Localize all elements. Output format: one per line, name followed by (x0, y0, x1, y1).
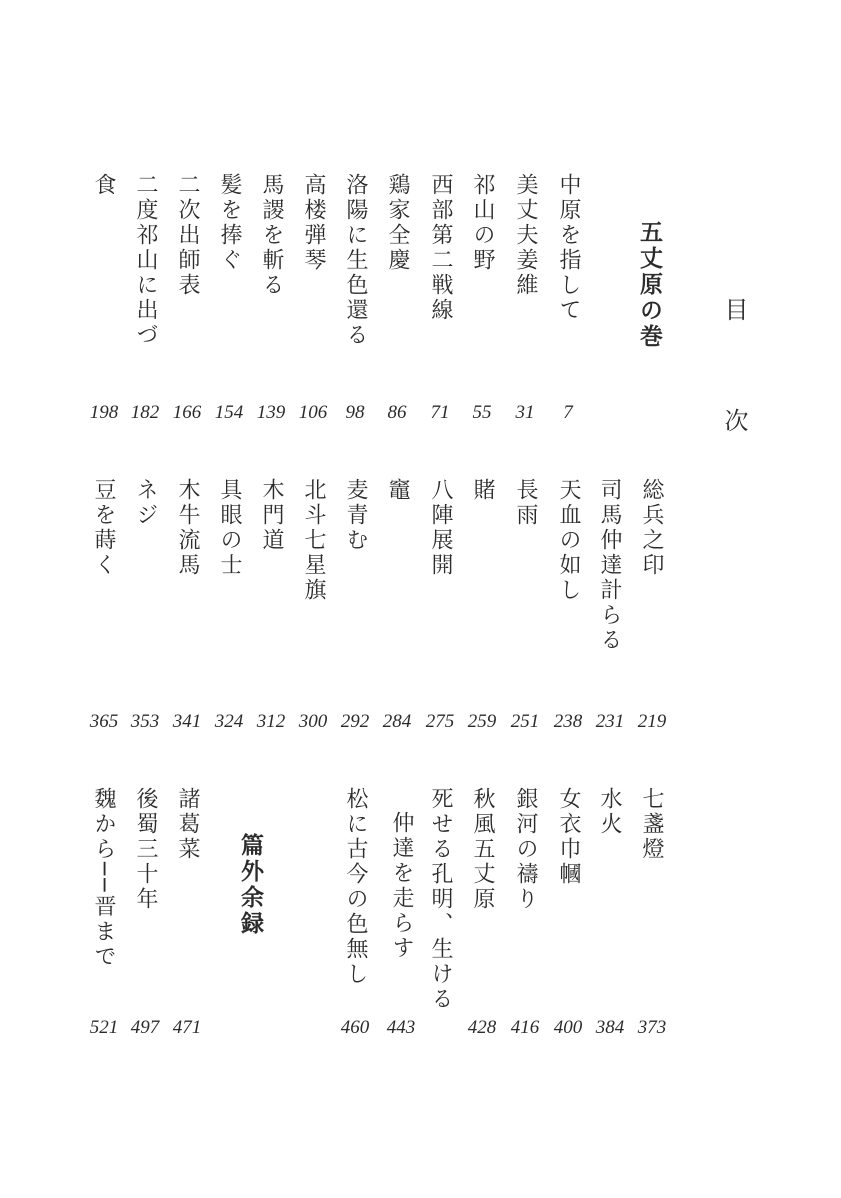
toc-entry-title[interactable]: 美丈夫姜維 (513, 173, 538, 298)
toc-entry-title[interactable]: 洛陽に生色還る (343, 173, 368, 348)
toc-entry-title[interactable]: 髪を捧ぐ (217, 173, 242, 273)
toc-entry-page: 300 (298, 711, 328, 732)
toc-entry-title[interactable]: 後蜀三十年 (133, 787, 158, 912)
toc-entry-page: 154 (214, 402, 244, 423)
toc-entry-title[interactable]: 松に古今の色無し (343, 787, 368, 987)
toc-entry-page: 198 (89, 402, 119, 423)
toc-entry-page: 31 (515, 402, 535, 423)
toc-entry-page: 312 (256, 711, 286, 732)
toc-entry-title[interactable]: 八陣展開 (428, 478, 453, 578)
toc-title-char-2: 次 (720, 408, 748, 432)
toc-entry-page: 166 (172, 402, 202, 423)
toc-entry-page: 365 (89, 711, 119, 732)
toc-entry-title[interactable]: 二度祁山に出づ (133, 173, 158, 348)
toc-entry-title[interactable]: 二次出師表 (175, 173, 200, 298)
toc-entry-title[interactable]: ネジ (133, 478, 158, 528)
toc-entry-page: 460 (340, 1017, 370, 1038)
toc-entry-title[interactable]: 七盞燈 (639, 787, 664, 862)
toc-entry-title[interactable]: 麦青む (343, 478, 368, 553)
toc-entry-title[interactable]: 祁山の野 (470, 173, 495, 273)
toc-entry-title[interactable]: 天血の如し (556, 478, 581, 603)
toc-entry-page: 219 (637, 711, 667, 732)
toc-entry-title[interactable]: 諸葛菜 (175, 787, 200, 862)
toc-entry-title[interactable]: 北斗七星旗 (301, 478, 326, 603)
toc-entry-page: 416 (510, 1017, 540, 1038)
toc-entry-page: 231 (595, 711, 625, 732)
toc-entry-title[interactable]: 水火 (597, 787, 622, 837)
toc-entry-page: 443 (386, 1017, 416, 1038)
toc-entry-page: 71 (430, 402, 450, 423)
toc-entry-title[interactable]: 西部第二戦線 (428, 173, 453, 323)
toc-entry-title[interactable]: 司馬仲達計らる (597, 478, 622, 653)
toc-entry-title[interactable]: 長雨 (513, 478, 538, 528)
toc-entry-page: 106 (298, 402, 328, 423)
toc-entry-page: 251 (510, 711, 540, 732)
toc-entry-page: 98 (345, 402, 365, 423)
toc-entry-title[interactable]: 木門道 (259, 478, 284, 553)
toc-entry-page: 182 (130, 402, 160, 423)
toc-entry-page: 86 (387, 402, 407, 423)
toc-entry-title[interactable]: 秋風五丈原 (470, 787, 495, 912)
section-heading-extra: 篇外余録 (237, 833, 264, 937)
toc-entry-title[interactable]: 食 (91, 173, 116, 198)
toc-entry-title[interactable]: 馬謖を斬る (259, 173, 284, 298)
toc-entry-page: 284 (382, 711, 412, 732)
toc-entry-title[interactable]: 銀河の禱り (513, 787, 538, 912)
toc-title-char-1: 目 (720, 297, 748, 321)
toc-entry-page: 341 (172, 711, 202, 732)
toc-entry-page: 259 (467, 711, 497, 732)
toc-entry-title-continued[interactable]: 仲達を走らす (389, 811, 414, 961)
toc-entry-page: 521 (89, 1017, 119, 1038)
toc-entry-title[interactable]: 具眼の士 (217, 478, 242, 578)
toc-entry-page: 428 (467, 1017, 497, 1038)
toc-entry-title[interactable]: 中原を指して (556, 173, 581, 323)
toc-entry-title[interactable]: 賭 (470, 478, 495, 503)
toc-entry-title[interactable]: 木牛流馬 (175, 478, 200, 578)
toc-entry-page: 384 (595, 1017, 625, 1038)
toc-entry-page: 139 (256, 402, 286, 423)
toc-entry-page: 55 (472, 402, 492, 423)
toc-entry-page: 238 (553, 711, 583, 732)
toc-entry-title[interactable]: 魏から──晋まで (91, 787, 116, 970)
toc-entry-page: 7 (563, 402, 573, 423)
toc-entry-page: 400 (553, 1017, 583, 1038)
toc-entry-title[interactable]: 竈 (385, 478, 410, 503)
toc-entry-title[interactable]: 高楼弾琴 (301, 173, 326, 273)
toc-entry-page: 373 (637, 1017, 667, 1038)
toc-entry-page: 471 (172, 1017, 202, 1038)
toc-entry-page: 292 (340, 711, 370, 732)
toc-entry-title[interactable]: 鶏家全慶 (385, 173, 410, 273)
toc-entry-page: 275 (425, 711, 455, 732)
toc-entry-title[interactable]: 総兵之印 (639, 478, 664, 578)
toc-entry-title[interactable]: 豆を蒔く (91, 478, 116, 578)
toc-entry-page: 497 (130, 1017, 160, 1038)
toc-entry-page: 324 (214, 711, 244, 732)
toc-entry-page: 353 (130, 711, 160, 732)
toc-entry-title[interactable]: 死せる孔明、生ける (428, 787, 453, 1012)
toc-entry-title[interactable]: 女衣巾幗 (556, 787, 581, 887)
section-heading-main: 五丈原の巻 (636, 220, 663, 350)
